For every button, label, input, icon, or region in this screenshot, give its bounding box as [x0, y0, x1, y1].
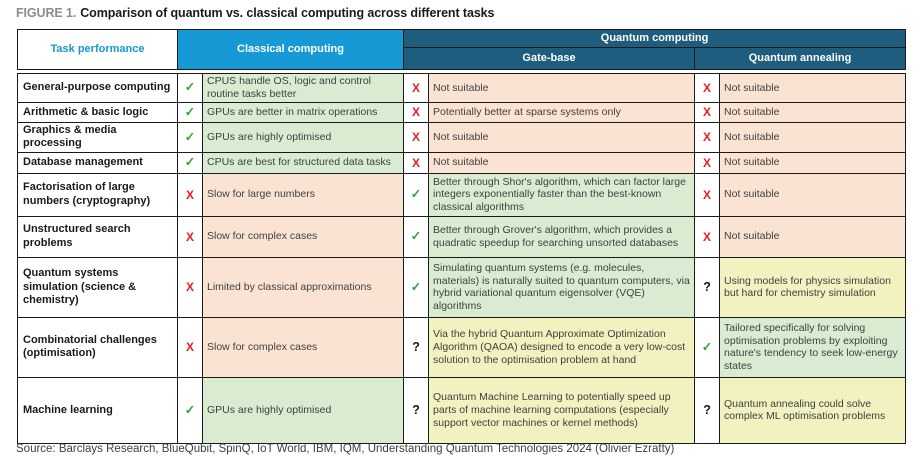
- gate-cross-icon: X: [404, 74, 429, 103]
- classical-check-icon: ✓: [178, 74, 203, 103]
- table-header: [18, 30, 906, 70]
- gate-note: Potentially better at sparse systems only: [429, 103, 695, 123]
- header-classical-computing: Classical computing: [178, 30, 404, 70]
- gate-question-icon: ?: [404, 317, 429, 377]
- classical-note: GPUs are highly optimised: [203, 377, 404, 443]
- table-row: [18, 377, 906, 443]
- figure-title: [16, 6, 494, 20]
- annealing-note: Tailored specifically for solving optimisation problems by exploiting nature's tendency to seek low-energy states: [720, 317, 906, 377]
- classical-check-icon: ✓: [178, 377, 203, 443]
- annealing-cross-icon: X: [695, 152, 720, 173]
- annealing-note: Not suitable: [720, 173, 906, 216]
- gate-check-icon: ✓: [404, 173, 429, 216]
- annealing-note: Not suitable: [720, 216, 906, 257]
- classical-note: CPUS handle OS, logic and control routine tasks better: [203, 74, 404, 103]
- header-quantum-computing: Quantum computing: [404, 30, 906, 48]
- annealing-cross-icon: X: [695, 103, 720, 123]
- table-row: [18, 103, 906, 123]
- source-line: Source: Barclays Research, BlueQubit, SpinQ, IoT World, IBM, IQM, Understanding Quantum Technologies 2024 (Olivier Ezratty): [16, 443, 675, 455]
- annealing-note: Not suitable: [720, 152, 906, 173]
- table-row: [18, 123, 906, 153]
- task-label: General-purpose computing: [18, 74, 178, 103]
- classical-check-icon: ✓: [178, 123, 203, 153]
- classical-note: Limited by classical approximations: [203, 257, 404, 317]
- annealing-cross-icon: X: [695, 74, 720, 103]
- annealing-note: Not suitable: [720, 74, 906, 103]
- annealing-cross-icon: X: [695, 123, 720, 153]
- classical-note: Slow for complex cases: [203, 216, 404, 257]
- classical-note: Slow for complex cases: [203, 317, 404, 377]
- classical-check-icon: ✓: [178, 103, 203, 123]
- annealing-note: Not suitable: [720, 103, 906, 123]
- task-label: Unstructured search problems: [18, 216, 178, 257]
- header-task-performance: Task performance: [18, 30, 178, 70]
- classical-cross-icon: X: [178, 257, 203, 317]
- table-row: [18, 216, 906, 257]
- annealing-note: Not suitable: [720, 123, 906, 153]
- task-label: Factorisation of large numbers (cryptography): [18, 173, 178, 216]
- task-label: Machine learning: [18, 377, 178, 443]
- classical-note: GPUs are highly optimised: [203, 123, 404, 153]
- annealing-question-icon: ?: [695, 377, 720, 443]
- task-label: Arithmetic & basic logic: [18, 103, 178, 123]
- gate-note: Not suitable: [429, 123, 695, 153]
- header-gate-base: Gate-base: [404, 48, 695, 70]
- annealing-question-icon: ?: [695, 257, 720, 317]
- header-quantum-annealing: Quantum annealing: [695, 48, 906, 70]
- task-label: Database management: [18, 152, 178, 173]
- gate-note: Simulating quantum systems (e.g. molecules, materials) is naturally suited to quantum computers, via hybrid variational quantum eigensolver (VQE) algorithms: [429, 257, 695, 317]
- annealing-cross-icon: X: [695, 173, 720, 216]
- gate-note: Better through Grover's algorithm, which provides a quadratic speedup for searching unsorted databases: [429, 216, 695, 257]
- table-row: [18, 257, 906, 317]
- comparison-table: [17, 29, 906, 444]
- gate-check-icon: ✓: [404, 257, 429, 317]
- figure-label: FIGURE 1.: [16, 6, 77, 20]
- annealing-note: Quantum annealing could solve complex ML optimisation problems: [720, 377, 906, 443]
- table-row: [18, 152, 906, 173]
- figure-title-text: Comparison of quantum vs. classical computing across different tasks: [80, 6, 495, 20]
- gate-cross-icon: X: [404, 123, 429, 153]
- task-label: Graphics & media processing: [18, 123, 178, 153]
- classical-cross-icon: X: [178, 216, 203, 257]
- gate-check-icon: ✓: [404, 216, 429, 257]
- table-row: [18, 317, 906, 377]
- classical-cross-icon: X: [178, 317, 203, 377]
- classical-note: GPUs are better in matrix operations: [203, 103, 404, 123]
- classical-note: Slow for large numbers: [203, 173, 404, 216]
- annealing-cross-icon: X: [695, 216, 720, 257]
- table-body: [18, 70, 906, 444]
- gate-cross-icon: X: [404, 103, 429, 123]
- gate-question-icon: ?: [404, 377, 429, 443]
- gate-note: Quantum Machine Learning to potentially speed up parts of machine learning computations (especially support vector machines or kernel methods): [429, 377, 695, 443]
- gate-note: Not suitable: [429, 152, 695, 173]
- annealing-check-icon: ✓: [695, 317, 720, 377]
- table-row: [18, 173, 906, 216]
- classical-check-icon: ✓: [178, 152, 203, 173]
- classical-cross-icon: X: [178, 173, 203, 216]
- table-row: [18, 74, 906, 103]
- classical-note: CPUs are best for structured data tasks: [203, 152, 404, 173]
- gate-note: Better through Shor's algorithm, which can factor large integers exponentially faster than the best-known classical algorithms: [429, 173, 695, 216]
- gate-cross-icon: X: [404, 152, 429, 173]
- annealing-note: Using models for physics simulation but hard for chemistry simulation: [720, 257, 906, 317]
- gate-note: Via the hybrid Quantum Approximate Optimization Algorithm (QAOA) designed to encode a very low-cost solution to the optimisation problem at hand: [429, 317, 695, 377]
- task-label: Quantum systems simulation (science & chemistry): [18, 257, 178, 317]
- task-label: Combinatorial challenges (optimisation): [18, 317, 178, 377]
- gate-note: Not suitable: [429, 74, 695, 103]
